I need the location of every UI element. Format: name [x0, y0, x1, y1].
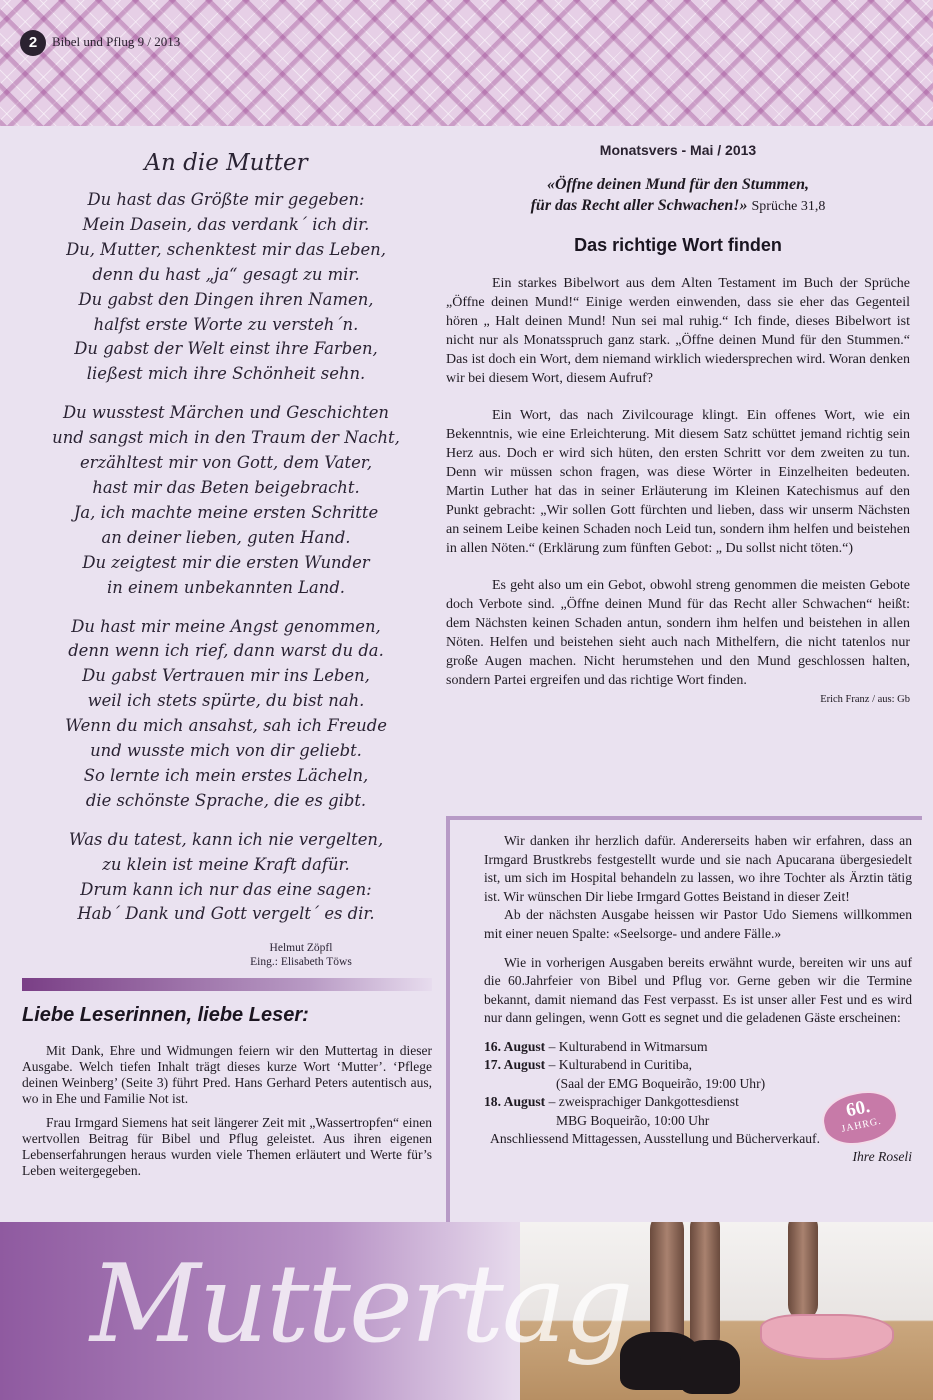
verse-line-1: «Öffne deinen Mund für den Stummen, — [547, 176, 809, 193]
event-date: 17. August — [484, 1057, 546, 1073]
poem-submitted-by: Eing.: Elisabeth Töws — [250, 956, 352, 969]
poem-line: und sangst mich in den Traum der Nacht, — [52, 428, 400, 448]
page-number-badge: 2 — [20, 30, 46, 56]
poem-line: denn wenn ich rief, dann warst du da. — [68, 641, 384, 661]
signature: Ihre Roseli — [852, 1149, 912, 1165]
leg-shape — [788, 1222, 818, 1320]
poem-line: Du hast das Größte mir gegeben: — [87, 190, 365, 209]
poem-stanzas — [20, 188, 432, 927]
article-title: Das richtige Wort finden — [574, 235, 782, 255]
poem — [20, 150, 432, 969]
pink-shoe — [760, 1314, 894, 1360]
badge-label: JAHRG. — [840, 1115, 883, 1135]
poem-line: Was du tatest, kann ich nie vergelten, — [68, 829, 384, 849]
monthly-verse-label: Monatsvers - Mai / 2013 — [599, 142, 757, 158]
poem-line: zu klein ist meine Kraft dafür. — [102, 854, 350, 874]
monthly-verse-column — [446, 140, 910, 705]
poem-line: erzähltest mir von Gott, dem Vater, — [79, 453, 373, 473]
section-divider-bar — [22, 978, 432, 991]
poem-line: ließest mich ihre Schönheit sehn. — [86, 364, 366, 384]
article-body — [446, 274, 910, 705]
badge-number: 60. — [844, 1095, 872, 1122]
poem-line: Drum kann ich nur das eine sagen: — [80, 879, 372, 899]
poem-line: halfst erste Worte zu versteh´n. — [93, 314, 359, 334]
poem-line: weil ich stets spürte, du bist nah. — [87, 691, 365, 711]
box-paragraph: Wie in vorherigen Ausgaben bereits erwähnt wurde, bereiten wir uns auf die 60.Jahrfeier von Bibel und Pflug vor. Gerne geben wir die Termine bekannt, damit niemand das Fest verpasst. Es ist unser aller Fest und es wird nur dann gelingen, wenn Gott es segnet und die geladenen Gäste erscheinen: — [484, 954, 912, 1026]
poem-line: Du gabst der Welt einst ihre Farben, — [74, 339, 378, 359]
event-date: 16. August — [484, 1038, 546, 1054]
poem-line: Mein Dasein, das verdank´ ich dir. — [82, 214, 370, 234]
poem-line: in einem unbekannten Land. — [106, 577, 346, 597]
poem-author: Helmut Zöpfl — [269, 942, 333, 955]
running-head: Bibel und Pflug 9 / 2013 — [52, 34, 181, 49]
dark-shoe — [680, 1340, 740, 1394]
footer-banner — [0, 1222, 933, 1400]
event-detail: (Saal der EMG Boqueirão, 19:00 Uhr) — [556, 1075, 766, 1091]
article-paragraph: Ein starkes Bibelwort aus dem Alten Testament im Buch der Sprüche „Öffne deinen Mund!“ Einige werden einwenden, dass sie eher das Gegenteil hören „ Halt deinen Mund! Nun sei mal ruhig.“ Ich finde, dieses Bibelwort ist nicht nur als Monatsspruch ganz stark. „Öffne deinen Mund für den Stummen.“ Das ist doch ein Wort, dem niemand wirklich wiedersprechen wird. Woran denken wir bei diesem Wort, diesem Aufruf? — [446, 276, 910, 386]
poem-stanza — [20, 401, 432, 600]
event-closing: Anschliessend Mittagessen, Ausstellung und Bücherverkauf. — [490, 1130, 820, 1146]
poem-stanza — [20, 828, 432, 928]
poem-line: hast mir das Beten beigebracht. — [92, 477, 360, 497]
event-item — [484, 1038, 912, 1056]
verse-line-2: für das Recht aller Schwachen!» — [530, 197, 748, 214]
greeting-paragraph: Mit Dank, Ehre und Widmungen feiern wir den Muttertag in dieser Ausgabe. Welch tiefen Inhalt trägt dieses kurze Wort ‘Mutter’. ‘Pflege deinen Weinberg’ (Seite 3) führt Pred. Hans Gerhard Peters autentisch aus, wo in Ehe und Familie Not ist. — [22, 1043, 432, 1106]
article-paragraph: Ein Wort, das nach Zivilcourage klingt. Ein offenes Wort, wie ein Bekenntnis, wie eine Erleichterung. Mit diesem Satz schüttet jemand richtig sein Herz aus. Doch er wird sich hüten, den ersten Schritt vor dem zweiten zu tun. Denn wir müssen schon fragen, was diese Wörter in Einzelheiten bedeuten. Martin Luther hat das in seiner Erläuterung im Kleinen Katechismus auf den Punkt gebracht: „Wir sollen Gott fürchten und lieben, dass wir unserm Nächsten an seinem Leibe keinen Schaden noch Leid tun, sondern ihm helfen und beistehen in allen Nöten.“ (Erklärung zum fünften Gebot: „ Du sollst nicht töten.“) — [446, 408, 910, 556]
greeting-title: Liebe Leserinnen, liebe Leser: — [22, 1004, 309, 1026]
poem-line: und wusste mich von dir geliebt. — [90, 741, 362, 761]
event-text: – Kulturabend in Curitiba, — [548, 1057, 693, 1073]
poem-line: Wenn du mich ansahst, sah ich Freude — [65, 716, 387, 736]
event-item — [484, 1056, 912, 1074]
poem-stanza — [20, 615, 432, 814]
leg-shape — [690, 1222, 720, 1352]
poem-stanza — [20, 188, 432, 387]
poem-line: an deiner lieben, guten Hand. — [101, 527, 351, 547]
poem-line: Du zeigtest mir die ersten Wunder — [82, 552, 370, 572]
poem-line: die schönste Sprache, die es gibt. — [85, 790, 367, 810]
poem-line: Du, Mutter, schenktest mir das Leben, — [66, 239, 386, 259]
poem-title: An die Mutter — [144, 150, 308, 176]
header-plaid-band — [0, 0, 933, 126]
poem-line: Du wusstest Märchen und Geschichten — [63, 403, 389, 423]
poem-line: Hab´ Dank und Gott vergelt´ es dir. — [77, 904, 375, 924]
event-text: – zweisprachiger Dankgottesdienst — [548, 1094, 739, 1110]
event-detail: MBG Boqueirão, 10:00 Uhr — [556, 1112, 710, 1128]
event-date: 18. August — [484, 1094, 546, 1110]
box-paragraph: Ab der nächsten Ausgabe heissen wir Pastor Udo Siemens willkommen mit einer neuen Spalte: «Seelsorge- und andere Fälle.» — [484, 907, 912, 941]
greeting-paragraph: Frau Irmgard Siemens hat seit längerer Zeit mit „Wassertropfen“ einen wertvollen Beitrag für Bibel und Pflug geleistet. Aus ihren eigenen Lebenserfahrungen heraus wurden viele Themen erläutert und Werte für’s Leben weitergegeben. — [22, 1115, 432, 1178]
verse-reference: Sprüche 31,8 — [751, 199, 826, 214]
poem-line: Du gabst den Dingen ihren Namen, — [78, 289, 374, 309]
event-text: – Kulturabend in Witmarsum — [548, 1038, 708, 1054]
article-paragraph: Es geht also um ein Gebot, obwohl streng genommen die meisten Gebote doch Verbote sind. „Öffne deinen Mund für das Recht aller Schwachen“ heißt: dem Nächsten keinen Schaden antun, sondern ihm helfen und beistehen in allen Nöten. Helfen und beistehen sieht auch nach Mithelfern, die nicht tatenlos nur große Augen machen. Nicht herumstehen und den Mund geschlossen halten, sondern Partei ergreifen und das richtige Wort finden. — [446, 578, 910, 688]
poem-line: So lernte ich mein erstes Lächeln, — [83, 765, 369, 785]
poem-line: Ja, ich machte meine ersten Schritte — [73, 502, 379, 522]
article-author: Erich Franz / aus: Gb — [820, 694, 910, 705]
poem-line: Du gabst Vertrauen mir ins Leben, — [82, 666, 370, 686]
poem-line: Du hast mir meine Angst genommen, — [71, 616, 381, 636]
greeting-section — [22, 1004, 432, 1187]
monthly-verse — [446, 174, 910, 217]
poem-line: denn du hast „ja“ gesagt zu mir. — [92, 264, 360, 284]
footer-title-muttertag: Muttertag — [90, 1242, 632, 1367]
box-paragraph: Wir danken ihr herzlich dafür. Andererseits haben wir erfahren, dass an Irmgard Brustkrebs festgestellt wurde und sie nach Apucarana übergesiedelt ist, um sich im Hospital behandeln zu lassen, wo ihre Tochter als Ärztin tätig ist. Wir wünschen Dir liebe Irmgard Gottes Beistand in dieser Zeit! — [484, 833, 912, 904]
